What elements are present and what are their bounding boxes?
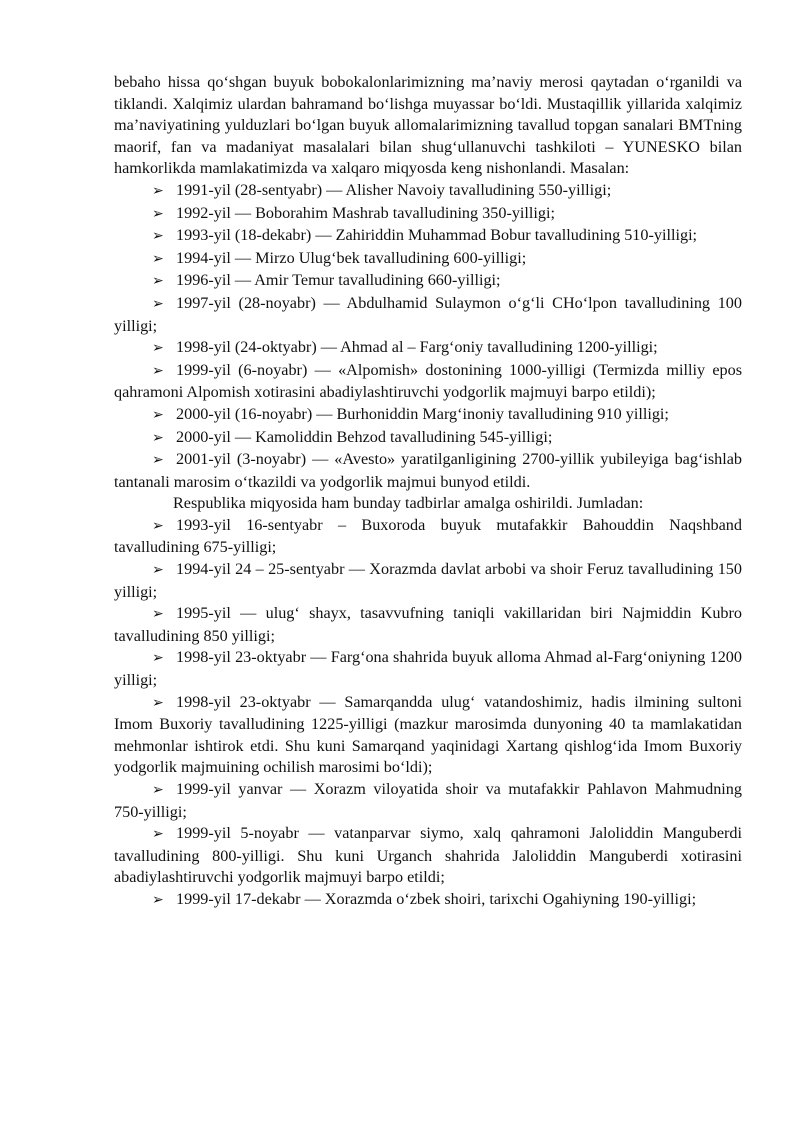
list-item: ➢ 2000-yil (16-noyabr) — Burhoniddin Marg‘inoniy tavalludining 910 yilligi;	[114, 404, 742, 427]
arrow-bullet-icon: ➢	[152, 651, 164, 667]
arrow-bullet-icon: ➢	[152, 827, 164, 843]
arrow-bullet-icon: ➢	[152, 363, 164, 379]
list-item: ➢ 1993-yil 16-sentyabr – Buxoroda buyuk mutafakkir Bahouddin Naqshband tavalludining 675-yilligi;	[114, 515, 742, 557]
list-item: ➢ 1999-yil 17-dekabr — Xorazmda o‘zbek shoiri, tarixchi Ogahiyning 190-yilligi;	[114, 889, 742, 912]
list-item: ➢ 1997-yil (28-noyabr) — Abdulhamid Sulaymon o‘g‘li CHo‘lpon tavalludining 100 yilligi;	[114, 293, 742, 335]
arrow-bullet-icon: ➢	[152, 453, 164, 469]
document-page	[114, 72, 742, 912]
list-item: ➢ 1991-yil (28-sentyabr) — Alisher Navoiy tavalludining 550-yilligi;	[114, 180, 742, 203]
anniversary-list-republic	[114, 515, 742, 912]
republic-paragraph: Respublika miqyosida ham bunday tadbirlar amalga oshirildi. Jumladan:	[173, 494, 644, 513]
arrow-bullet-icon: ➢	[152, 695, 164, 711]
list-item: ➢ 2000-yil — Kamoliddin Behzod tavalludining 545-yilligi;	[114, 427, 742, 450]
list-item: ➢ 1999-yil 5-noyabr — vatanparvar siymo, xalq qahramoni Jaloliddin Manguberdi tavalludining 800-yilligi. Shu kuni Urganch shahrida Jaloliddin Manguberdi xotirasini abadiylashtiruvchi yodgorlik majmuyi barpo etildi;	[114, 824, 742, 887]
arrow-bullet-icon: ➢	[152, 430, 164, 446]
arrow-bullet-icon: ➢	[152, 229, 164, 245]
arrow-bullet-icon: ➢	[152, 407, 164, 423]
list-item: ➢ 1998-yil 23-oktyabr — Samarqandda ulug‘ vatandoshimiz, hadis ilmining sultoni Imom Buxoriy tavalludining 1225-yilligi (mazkur marosimda dunyoning 40 ta mamlakatidan mehmonlar ishtirok etdi. Shu kuni Samarqand yaqinidagi Xartang qishlog‘ida Imom Buxoriy yodgorlik majmuining ochilish marosimi bo‘ldi);	[114, 692, 742, 777]
anniversary-list-unesco	[114, 180, 742, 493]
arrow-bullet-icon: ➢	[152, 251, 164, 267]
arrow-bullet-icon: ➢	[152, 607, 164, 623]
list-item: ➢ 1999-yil (6-noyabr) — «Alpomish» dostonining 1000-yilligi (Termizda milliy epos qahramoni Alpomish xotirasini abadiylashtiruvchi yodgorlik majmuyi barpo etildi);	[114, 360, 742, 402]
list-item: ➢ 1994-yil 24 – 25-sentyabr — Xorazmda davlat arbobi va shoir Feruz tavalludining 150 yilligi;	[114, 560, 742, 601]
list-item: ➢ 1995-yil — ulug‘ shayx, tasavvufning taniqli vakillaridan biri Najmiddin Kubro tavalludining 850 yilligi;	[114, 604, 742, 645]
list-item: ➢ 2001-yil (3-noyabr) — «Avesto» yaratilganligining 2700-yillik yubileyiga bag‘ishlab tantanali marosim o‘tkazildi va yodgorlik majmui bunyod etildi.	[114, 450, 742, 491]
intro-paragraph: bebaho hissa qo‘shgan buyuk bobokalonlarimizning ma’naviy merosi qaytadan o‘rganildi va tiklandi. Xalqimiz ulardan bahramand bo‘lishga muyassar bo‘ldi. Mustaqillik yillarida xalqimiz ma’naviyatining yulduzlari bo‘lgan buyuk allomalarimizning tavallud topgan sanalari BMTning maorif, fan va madaniyat masalalari bilan shug‘ullanuvchi tashkiloti – YUNESKO bilan hamkorlikda mamlakatimizda va xalqaro miqyosda keng nishonlandi. Masalan:	[114, 73, 742, 178]
arrow-bullet-icon: ➢	[152, 518, 164, 534]
arrow-bullet-icon: ➢	[152, 206, 164, 222]
arrow-bullet-icon: ➢	[152, 341, 164, 357]
arrow-bullet-icon: ➢	[152, 892, 164, 908]
list-item: ➢ 1992-yil — Boborahim Mashrab tavalludining 350-yilligi;	[114, 203, 742, 226]
list-item: ➢ 1993-yil (18-dekabr) — Zahiriddin Muhammad Bobur tavalludining 510-yilligi;	[114, 225, 742, 248]
list-item: ➢ 1999-yil yanvar — Xorazm viloyatida shoir va mutafakkir Pahlavon Mahmudning 750-yilligi;	[114, 780, 742, 821]
arrow-bullet-icon: ➢	[152, 783, 164, 798]
arrow-bullet-icon: ➢	[152, 296, 164, 312]
list-item: ➢ 1996-yil — Amir Temur tavalludining 660-yilligi;	[114, 270, 742, 293]
list-item: ➢ 1998-yil 23-oktyabr — Farg‘ona shahrida buyuk alloma Ahmad al-Farg‘oniyning 1200 yilligi;	[114, 648, 742, 690]
list-item: ➢ 1998-yil (24-oktyabr) — Ahmad al – Farg‘oniy tavalludining 1200-yilligi;	[114, 337, 742, 360]
arrow-bullet-icon: ➢	[152, 274, 164, 290]
list-item: ➢ 1994-yil — Mirzo Ulug‘bek tavalludining 600-yilligi;	[114, 248, 742, 271]
arrow-bullet-icon: ➢	[152, 563, 164, 579]
arrow-bullet-icon: ➢	[152, 183, 164, 199]
